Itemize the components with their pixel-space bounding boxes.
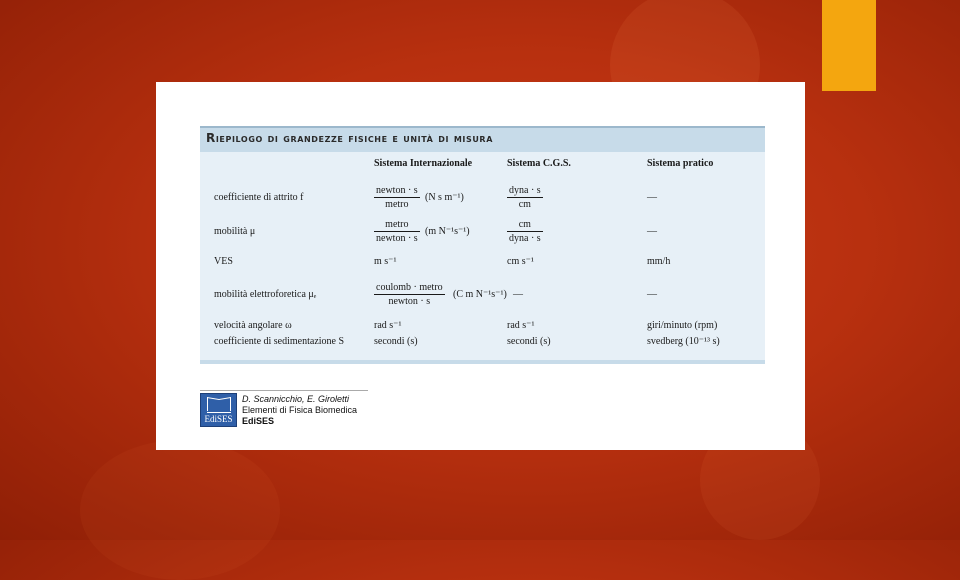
practical-unit: — [647, 226, 657, 237]
fraction-denominator: cm [518, 199, 531, 210]
si-unit: (m N⁻¹s⁻¹) [425, 226, 470, 237]
logo-text: EdiSES [204, 414, 233, 424]
fraction-numerator: metro [385, 219, 409, 230]
accent-bar [822, 0, 876, 91]
cgs-unit: secondi (s) [507, 336, 551, 347]
column-header-practical: Sistema pratico [647, 158, 714, 169]
cgs-unit: cm s⁻¹ [507, 256, 534, 267]
column-header-si: Sistema Internazionale [374, 158, 473, 169]
background-bokeh [80, 440, 280, 580]
fraction-bar [507, 231, 543, 232]
fraction-numerator: dyna · s [509, 185, 541, 196]
fraction-bar [374, 231, 420, 232]
si-unit: rad s⁻¹ [374, 320, 402, 331]
table-title-bar [200, 126, 765, 152]
fraction-numerator: newton · s [376, 185, 418, 196]
publisher-logo [200, 393, 237, 427]
fraction-bar [374, 294, 445, 295]
cgs-fraction [507, 185, 543, 210]
fraction-numerator: cm [518, 219, 531, 230]
cgs-fraction [507, 219, 543, 244]
practical-unit: svedberg (10⁻¹³ s) [647, 336, 720, 347]
table-row-label: mobilità elettroforetica μₑ [214, 289, 317, 300]
si-unit: (C m N⁻¹s⁻¹) [453, 289, 507, 300]
practical-unit: giri/minuto (rpm) [647, 320, 718, 331]
fraction-denominator: newton · s [376, 233, 418, 244]
open-book-icon [207, 398, 231, 413]
si-unit: (N s m⁻¹) [425, 192, 464, 203]
si-fraction [374, 219, 420, 244]
book-authors: D. Scannicchio, E. Giroletti [242, 394, 350, 404]
book-title: Elementi di Fisica Biomedica [242, 405, 358, 415]
slide-image-card [156, 82, 805, 450]
fraction-bar [374, 197, 420, 198]
practical-unit: mm/h [647, 256, 671, 267]
table-title: Riepilogo di grandezze fisiche e unità di misura [206, 131, 493, 145]
si-fraction [374, 185, 420, 210]
table-row-label: coefficiente di attrito f [214, 192, 304, 203]
practical-unit: — [647, 192, 657, 203]
column-header-cgs: Sistema C.G.S. [507, 158, 571, 169]
practical-unit: — [647, 289, 657, 300]
fraction-denominator: dyna · s [509, 233, 541, 244]
si-fraction [374, 282, 445, 307]
fraction-bar [507, 197, 543, 198]
publisher-divider [200, 390, 368, 391]
si-unit: m s⁻¹ [374, 256, 397, 267]
publisher-name: EdiSES [242, 416, 275, 426]
table-row-label: VES [214, 256, 233, 267]
si-unit: secondi (s) [374, 336, 418, 347]
table-row-label: mobilità μ [214, 226, 256, 237]
fraction-denominator: newton · s [388, 296, 431, 307]
fraction-numerator: coulomb · metro [376, 282, 443, 293]
table-row-label: velocità angolare ω [214, 320, 292, 331]
fraction-denominator: metro [385, 199, 409, 210]
units-table [200, 152, 765, 364]
cgs-unit: rad s⁻¹ [507, 320, 535, 331]
cgs-unit: — [513, 289, 523, 300]
table-row-label: coefficiente di sedimentazione S [214, 336, 345, 347]
